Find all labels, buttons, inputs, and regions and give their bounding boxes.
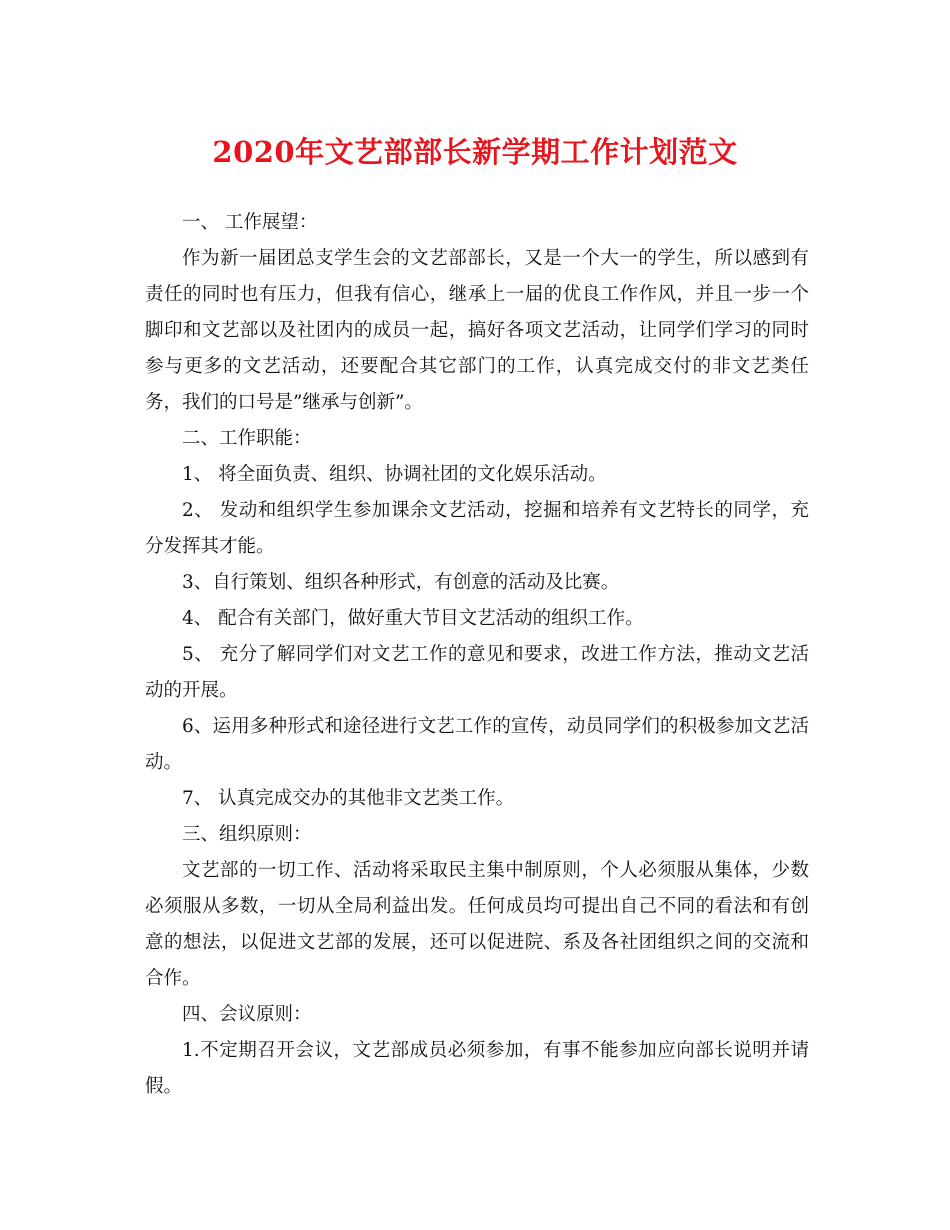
section-heading-principles: 三、组织原则： [182, 824, 312, 845]
list-item-function-7: 7、 认真完成交办的其他非文艺类工作。 [182, 788, 515, 809]
list-item-function-2: 2、 发动和组织学生参加课余文艺活动，挖掘和培养有文艺特长的同学，充分发挥其才能。 [145, 500, 809, 557]
list-item-function-5: 5、 充分了解同学们对文艺工作的意见和要求，改进工作方法，推动文艺活动的开展。 [145, 644, 809, 701]
list-item-function-4: 4、 配合有关部门，做好重大节目文艺活动的组织工作。 [182, 608, 644, 629]
section-heading-outlook: 一、 工作展望： [182, 212, 318, 233]
list-item-function-1: 1、 将全面负责、组织、协调社团的文化娱乐活动。 [182, 464, 607, 485]
list-item-function-3: 3、自行策划、组织各种形式，有创意的活动及比赛。 [182, 572, 620, 593]
paragraph-principles: 文艺部的一切工作、活动将采取民主集中制原则，个人必须服从集体，少数必须服从多数，一切从全局利益出发。任何成员均可提出自己不同的看法和有创意的想法，以促进文艺部的发展，还可以促进院、系及各社团组织之间的交流和合作。 [145, 860, 809, 989]
paragraph-outlook: 作为新一届团总支学生会的文艺部部长，又是一个大一的学生，所以感到有责任的同时也有压力，但我有信心，继承上一届的优良工作作风，并且一步一个脚印和文艺部以及社团内的成员一起，搞好各项文艺活动，让同学们学习的同时参与更多的文艺活动，还要配合其它部门的工作，认真完成交付的非文艺类任务，我们的口号是”继承与创新”。 [145, 248, 809, 413]
section-heading-functions: 二、工作职能： [182, 428, 312, 449]
document-title: 2020年文艺部部长新学期工作计划范文 [212, 135, 738, 169]
list-item-function-6: 6、运用多种形式和途径进行文艺工作的宣传，动员同学们的积极参加文艺活动。 [145, 716, 809, 773]
list-item-meeting-1: 1.不定期召开会议，文艺部成员必须参加，有事不能参加应向部长说明并请假。 [145, 1040, 809, 1097]
document-body [145, 205, 809, 1105]
section-heading-meetings: 四、会议原则： [182, 1004, 312, 1025]
